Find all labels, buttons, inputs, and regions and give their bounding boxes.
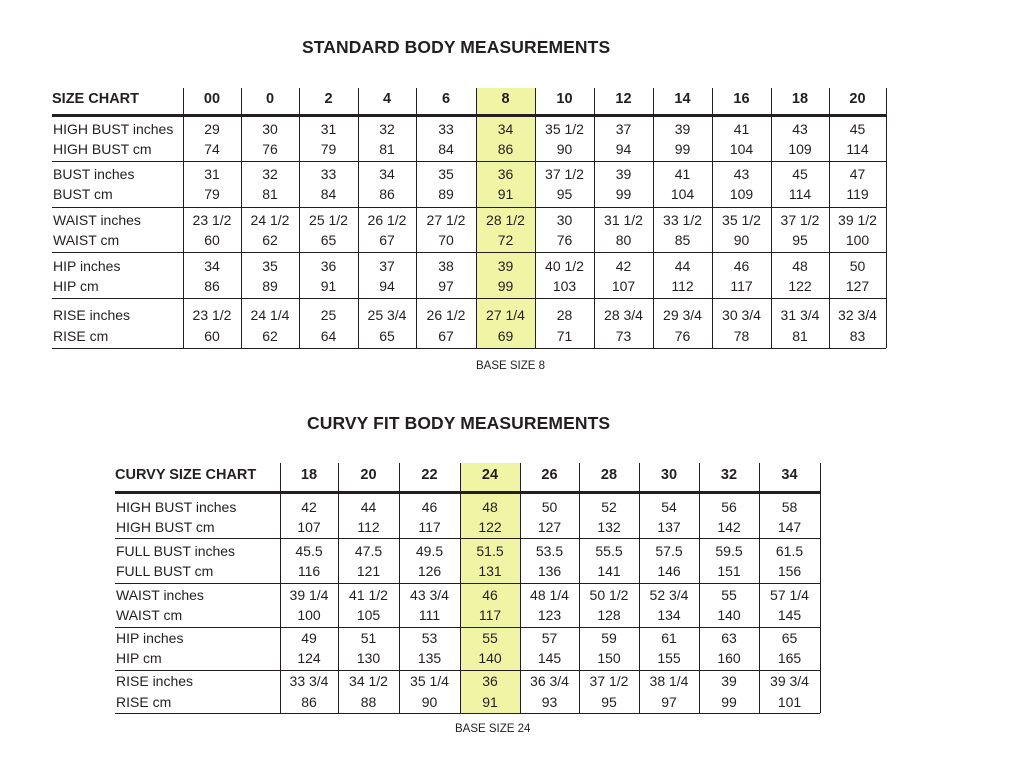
value-cm: 93	[541, 694, 558, 710]
value-cm: 140	[478, 650, 502, 666]
measurement-label-inches: HIP inches	[53, 258, 121, 274]
value-cm: 95	[556, 186, 573, 202]
value-cm: 134	[657, 607, 681, 623]
value-inches: 50 1/2	[589, 587, 629, 603]
value-cm: 150	[597, 650, 621, 666]
value-cm: 137	[657, 519, 681, 535]
value-cm: 99	[674, 141, 691, 157]
row-divider	[115, 627, 820, 628]
value-inches: 28	[556, 307, 573, 323]
value-cm: 65	[379, 328, 395, 344]
value-cm: 76	[674, 328, 691, 344]
value-cm: 71	[556, 328, 573, 344]
value-cm: 130	[356, 650, 381, 666]
value-cm: 90	[556, 141, 573, 157]
value-inches: 24 1/4	[250, 307, 290, 323]
value-inches: 44	[674, 258, 691, 274]
value-cm: 107	[611, 278, 636, 294]
size-header: 14	[674, 91, 691, 107]
size-header: 24	[481, 467, 499, 483]
value-cm: 60	[204, 328, 220, 344]
value-inches: 27 1/4	[486, 307, 525, 323]
value-inches: 33 1/2	[663, 212, 702, 228]
column-divider	[520, 463, 521, 713]
value-inches: 51.5	[476, 543, 504, 559]
value-inches: 32 3/4	[838, 307, 877, 323]
column-divider	[759, 463, 760, 713]
column-divider	[416, 88, 417, 348]
value-cm: 101	[777, 694, 802, 710]
size-chart-corner-label: CURVY SIZE CHART	[115, 467, 257, 483]
value-inches: 32	[379, 121, 395, 137]
standard-base-size-label: BASE SIZE 8	[476, 360, 546, 372]
value-inches: 39	[721, 673, 737, 689]
value-cm: 135	[417, 650, 442, 666]
value-inches: 37 1/2	[545, 166, 584, 182]
value-cm: 100	[297, 607, 321, 623]
value-inches: 30	[556, 212, 573, 228]
value-inches: 56	[721, 499, 737, 515]
value-cm: 90	[733, 232, 750, 248]
value-inches: 30	[262, 121, 278, 137]
value-inches: 47.5	[354, 543, 383, 559]
value-cm: 83	[849, 328, 866, 344]
value-inches: 46	[421, 499, 438, 515]
value-inches: 46	[733, 258, 750, 274]
value-cm: 127	[537, 519, 562, 535]
value-cm: 99	[721, 694, 737, 710]
value-cm: 114	[788, 186, 812, 202]
size-header: 18	[791, 91, 809, 107]
value-inches: 36	[320, 258, 337, 274]
value-inches: 37 1/2	[780, 212, 820, 228]
row-divider	[52, 207, 886, 208]
measurement-label-cm: HIP cm	[116, 650, 162, 666]
value-cm: 146	[657, 563, 681, 579]
value-cm: 67	[438, 328, 454, 344]
value-cm: 156	[777, 563, 802, 579]
value-inches: 37	[615, 121, 632, 137]
value-inches: 23 1/2	[192, 307, 232, 323]
value-inches: 53.5	[535, 543, 564, 559]
value-cm: 90	[421, 694, 438, 710]
value-inches: 37	[379, 258, 395, 274]
measurement-label-cm: BUST cm	[53, 186, 113, 202]
value-cm: 112	[357, 519, 380, 535]
value-inches: 39	[497, 258, 514, 274]
value-cm: 78	[733, 328, 750, 344]
column-divider	[771, 88, 772, 348]
value-inches: 36	[497, 166, 514, 182]
column-divider	[280, 463, 281, 713]
size-header: 22	[421, 467, 438, 483]
column-divider	[299, 88, 300, 348]
column-divider	[535, 88, 536, 348]
value-cm: 99	[497, 278, 514, 294]
column-divider	[399, 463, 400, 713]
value-cm: 140	[717, 607, 741, 623]
value-inches: 40 1/2	[545, 258, 584, 274]
value-cm: 81	[792, 328, 808, 344]
value-inches: 33 3/4	[289, 673, 329, 689]
value-cm: 117	[730, 278, 753, 294]
value-cm: 155	[657, 650, 681, 666]
value-cm: 91	[497, 186, 514, 202]
value-inches: 39	[615, 166, 632, 182]
value-cm: 70	[438, 232, 454, 248]
value-cm: 111	[418, 607, 441, 623]
value-inches: 29	[204, 121, 220, 137]
value-cm: 72	[497, 232, 514, 248]
value-inches: 28 3/4	[604, 307, 643, 323]
value-inches: 49.5	[415, 543, 444, 559]
column-divider	[639, 463, 640, 713]
size-header: 6	[441, 91, 451, 107]
value-cm: 86	[497, 141, 514, 157]
size-header: 34	[781, 467, 798, 483]
value-inches: 39 1/4	[289, 587, 329, 603]
value-cm: 81	[262, 186, 278, 202]
value-cm: 91	[320, 278, 337, 294]
column-divider	[338, 463, 339, 713]
size-header: 32	[720, 467, 738, 483]
value-inches: 26 1/2	[367, 212, 407, 228]
value-cm: 117	[478, 607, 502, 623]
column-divider	[460, 463, 461, 713]
column-divider	[358, 88, 359, 348]
standard-chart-title: STANDARD BODY MEASUREMENTS	[302, 37, 611, 57]
value-cm: 119	[846, 186, 869, 202]
size-header: 0	[265, 91, 275, 107]
measurement-label-cm: HIP cm	[53, 278, 99, 294]
column-divider	[699, 463, 700, 713]
value-inches: 50	[541, 499, 558, 515]
column-divider	[579, 463, 580, 713]
value-inches: 35	[438, 166, 454, 182]
column-divider	[820, 463, 821, 713]
value-inches: 42	[615, 258, 632, 274]
value-inches: 27 1/2	[426, 212, 466, 228]
header-rule	[115, 491, 820, 494]
measurement-label-cm: WAIST cm	[116, 607, 183, 623]
value-inches: 43	[792, 121, 808, 137]
value-cm: 86	[301, 694, 317, 710]
measurement-label-cm: RISE cm	[53, 328, 109, 344]
size-header: 4	[382, 91, 392, 107]
value-inches: 61	[661, 630, 677, 646]
column-divider	[829, 88, 830, 348]
value-inches: 39	[674, 121, 691, 137]
value-cm: 136	[537, 563, 562, 579]
value-cm: 114	[846, 141, 869, 157]
value-cm: 145	[777, 607, 802, 623]
value-cm: 89	[262, 278, 278, 294]
value-inches: 39 1/2	[838, 212, 877, 228]
value-inches: 65	[781, 630, 798, 646]
value-cm: 79	[320, 141, 337, 157]
value-cm: 80	[615, 232, 632, 248]
row-divider	[52, 161, 886, 162]
value-cm: 94	[379, 278, 395, 294]
value-inches: 30 3/4	[722, 307, 761, 323]
size-header: 2	[324, 91, 333, 107]
value-cm: 160	[717, 650, 741, 666]
value-inches: 31 3/4	[780, 307, 820, 323]
value-inches: 44	[360, 499, 377, 515]
value-cm: 123	[537, 607, 562, 623]
value-inches: 51	[360, 630, 377, 646]
measurement-label-inches: WAIST inches	[116, 587, 204, 603]
value-cm: 121	[356, 563, 381, 579]
value-cm: 67	[379, 232, 395, 248]
value-inches: 48	[792, 258, 808, 274]
value-cm: 95	[601, 694, 617, 710]
value-inches: 31 1/2	[604, 212, 643, 228]
value-cm: 86	[204, 278, 220, 294]
value-cm: 142	[717, 519, 741, 535]
value-cm: 112	[671, 278, 694, 294]
value-cm: 122	[478, 519, 502, 535]
value-cm: 62	[262, 328, 278, 344]
value-cm: 76	[262, 141, 278, 157]
row-divider	[115, 583, 820, 584]
value-cm: 100	[845, 232, 870, 248]
value-inches: 54	[661, 499, 677, 515]
value-inches: 34	[497, 121, 514, 137]
measurement-label-inches: HIGH BUST inches	[116, 499, 237, 515]
value-inches: 46	[482, 587, 498, 603]
value-inches: 45.5	[295, 543, 323, 559]
value-inches: 35 1/2	[545, 121, 584, 137]
measurement-label-inches: HIP inches	[116, 630, 184, 646]
value-cm: 105	[356, 607, 381, 623]
value-inches: 41	[733, 121, 750, 137]
value-cm: 126	[417, 563, 442, 579]
value-inches: 63	[721, 630, 737, 646]
measurement-label-inches: WAIST inches	[53, 212, 141, 228]
value-cm: 107	[297, 519, 321, 535]
value-inches: 37 1/2	[589, 673, 629, 689]
value-inches: 55.5	[595, 543, 623, 559]
value-inches: 35 1/4	[410, 673, 449, 689]
value-cm: 132	[597, 519, 621, 535]
value-inches: 55	[482, 630, 498, 646]
value-inches: 38 1/4	[649, 673, 689, 689]
value-cm: 85	[674, 232, 691, 248]
value-cm: 104	[670, 186, 695, 202]
value-inches: 45	[849, 121, 866, 137]
value-inches: 42	[301, 499, 317, 515]
value-inches: 61.5	[775, 543, 804, 559]
value-inches: 53	[421, 630, 438, 646]
value-cm: 103	[552, 278, 577, 294]
value-inches: 41	[674, 166, 691, 182]
value-inches: 36	[482, 673, 498, 689]
value-cm: 89	[438, 186, 454, 202]
value-inches: 32	[262, 166, 278, 182]
size-header: 18	[300, 467, 318, 483]
row-divider	[52, 252, 886, 253]
value-cm: 84	[438, 141, 454, 157]
value-cm: 86	[379, 186, 395, 202]
column-divider	[653, 88, 654, 348]
value-inches: 24 1/2	[250, 212, 290, 228]
size-header: 20	[849, 91, 866, 107]
value-cm: 116	[297, 563, 321, 579]
value-cm: 141	[597, 563, 621, 579]
value-inches: 57	[541, 630, 558, 646]
value-cm: 131	[478, 563, 502, 579]
value-cm: 127	[845, 278, 870, 294]
value-inches: 35	[262, 258, 278, 274]
size-chart-corner-label: SIZE CHART	[52, 91, 139, 107]
measurement-label-inches: RISE inches	[116, 673, 194, 689]
value-inches: 34	[379, 166, 395, 182]
value-inches: 52 3/4	[649, 587, 689, 603]
value-inches: 50	[849, 258, 866, 274]
measurement-label-cm: WAIST cm	[53, 232, 120, 248]
value-inches: 33	[320, 166, 337, 182]
size-header: 30	[660, 467, 678, 483]
value-inches: 48	[482, 499, 498, 515]
size-header: 26	[541, 467, 558, 483]
value-cm: 74	[204, 141, 220, 157]
header-rule	[52, 114, 886, 117]
value-inches: 36 3/4	[530, 673, 569, 689]
value-cm: 124	[297, 650, 321, 666]
column-divider	[241, 88, 242, 348]
value-inches: 55	[721, 587, 737, 603]
measurement-label-cm: FULL BUST cm	[116, 563, 214, 579]
value-cm: 73	[615, 328, 632, 344]
measurement-label-cm: HIGH BUST cm	[116, 519, 215, 535]
column-divider	[476, 88, 477, 348]
size-header: 00	[203, 91, 221, 107]
size-header: 8	[501, 91, 510, 107]
value-inches: 57.5	[655, 543, 683, 559]
value-cm: 79	[204, 186, 220, 202]
row-divider	[115, 670, 820, 671]
value-inches: 23 1/2	[192, 212, 232, 228]
column-divider	[886, 88, 887, 348]
value-inches: 43	[733, 166, 750, 182]
value-cm: 97	[661, 694, 677, 710]
value-inches: 28 1/2	[486, 212, 525, 228]
value-inches: 25 1/2	[309, 212, 348, 228]
value-cm: 91	[482, 694, 498, 710]
value-cm: 99	[615, 186, 632, 202]
value-cm: 81	[379, 141, 395, 157]
value-cm: 65	[320, 232, 337, 248]
row-divider	[52, 298, 886, 299]
value-inches: 34 1/2	[349, 673, 388, 689]
value-inches: 59	[601, 630, 617, 646]
value-cm: 95	[792, 232, 808, 248]
size-header: 20	[360, 467, 377, 483]
size-header: 10	[556, 91, 573, 107]
measurement-label-inches: BUST inches	[53, 166, 135, 182]
curvy-base-size-label: BASE SIZE 24	[455, 723, 531, 735]
value-cm: 88	[360, 694, 377, 710]
value-inches: 31	[204, 166, 220, 182]
measurement-label-inches: HIGH BUST inches	[53, 121, 174, 137]
value-inches: 48 1/4	[530, 587, 569, 603]
size-header: 12	[615, 91, 632, 107]
value-inches: 47	[849, 166, 866, 182]
value-cm: 94	[615, 141, 632, 157]
row-divider	[115, 713, 820, 714]
value-inches: 31	[320, 121, 337, 137]
value-cm: 128	[597, 607, 621, 623]
value-inches: 26 1/2	[426, 307, 466, 323]
value-inches: 34	[204, 258, 220, 274]
value-cm: 97	[438, 278, 454, 294]
measurement-label-inches: FULL BUST inches	[116, 543, 236, 559]
value-cm: 147	[777, 519, 802, 535]
value-cm: 60	[204, 232, 220, 248]
column-divider	[594, 88, 595, 348]
value-inches: 41 1/2	[349, 587, 388, 603]
value-inches: 38	[438, 258, 454, 274]
value-cm: 84	[320, 186, 337, 202]
curvy-chart-title: CURVY FIT BODY MEASUREMENTS	[307, 413, 611, 433]
value-cm: 69	[497, 328, 514, 344]
value-inches: 35 1/2	[722, 212, 761, 228]
value-inches: 45	[792, 166, 808, 182]
value-inches: 29 3/4	[663, 307, 702, 323]
value-inches: 59.5	[715, 543, 743, 559]
value-cm: 64	[320, 328, 337, 344]
value-inches: 39 3/4	[770, 673, 809, 689]
value-cm: 104	[729, 141, 754, 157]
column-divider	[712, 88, 713, 348]
value-cm: 165	[777, 650, 802, 666]
value-inches: 25 3/4	[367, 307, 407, 323]
value-cm: 76	[556, 232, 573, 248]
value-cm: 145	[537, 650, 562, 666]
value-inches: 49	[301, 630, 317, 646]
measurement-label-cm: RISE cm	[116, 694, 172, 710]
value-cm: 109	[788, 141, 812, 157]
size-header: 28	[600, 467, 618, 483]
column-divider	[183, 88, 184, 348]
value-inches: 25	[320, 307, 337, 323]
value-cm: 62	[262, 232, 278, 248]
value-inches: 57 1/4	[770, 587, 809, 603]
value-cm: 109	[729, 186, 754, 202]
value-cm: 122	[788, 278, 812, 294]
value-cm: 117	[418, 519, 441, 535]
value-inches: 43 3/4	[410, 587, 449, 603]
row-divider	[115, 538, 820, 539]
measurement-label-inches: RISE inches	[53, 307, 131, 323]
value-inches: 58	[781, 499, 798, 515]
value-cm: 151	[717, 563, 741, 579]
measurement-label-cm: HIGH BUST cm	[53, 141, 152, 157]
row-divider	[52, 348, 886, 349]
size-header: 16	[733, 91, 750, 107]
value-inches: 52	[601, 499, 617, 515]
value-inches: 33	[438, 121, 454, 137]
